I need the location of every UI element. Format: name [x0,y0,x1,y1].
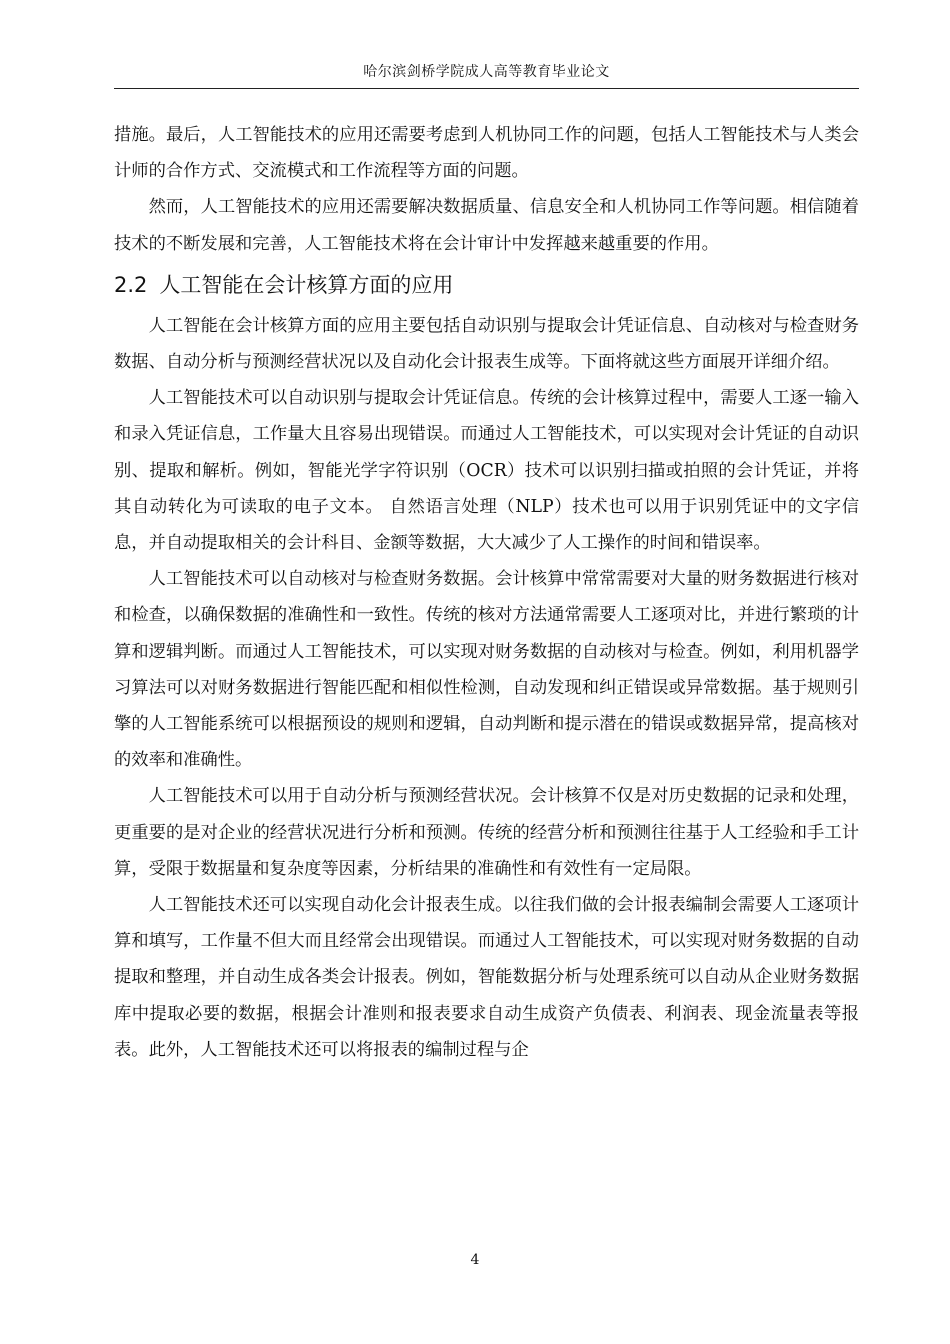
paragraph: 人工智能技术可以用于自动分析与预测经营状况。会计核算不仅是对历史数据的记录和处理，更重要的是对企业的经营状况进行分析和预测。传统的经营分析和预测往往基于人工经验和手工计算，受限于数据量和复杂度等因素，分析结果的准确性和有效性有一定局限。 [114,786,859,879]
header-rule [114,88,859,89]
paragraph-continuation: 措施。最后，人工智能技术的应用还需要考虑到人机协同工作的问题，包括人工智能技术与人类会计师的合作方式、交流模式和工作流程等方面的问题。 [114,125,859,182]
section-heading [114,267,859,303]
section-number: 2.2 [114,272,148,297]
running-header: 哈尔滨剑桥学院成人高等教育毕业论文 [363,64,610,80]
paragraph: 人工智能技术可以自动识别与提取会计凭证信息。传统的会计核算过程中，需要人工逐一输入和录入凭证信息，工作量大且容易出现错误。而通过人工智能技术，可以实现对会计凭证的自动识别、提取和解析。例如，智能光学字符识别（OCR）技术可以识别扫描或拍照的会计凭证，并将其自动转化为可读取的电子文本。 自然语言处理（NLP）技术也可以用于识别凭证中的文字信息，并自动提取相关的会计科目、金额等数据，大大减少了人工操作的时间和错误率。 [114,388,859,554]
paragraph: 人工智能技术可以自动核对与检查财务数据。会计核算中常常需要对大量的财务数据进行核对和检查，以确保数据的准确性和一致性。传统的核对方法通常需要人工逐项对比，并进行繁琐的计算和逻辑判断。而通过人工智能技术，可以实现对财务数据的自动核对与检查。例如，利用机器学习算法可以对财务数据进行智能匹配和相似性检测，自动发现和纠正错误或异常数据。基于规则引擎的人工智能系统可以根据预设的规则和逻辑，自动判断和提示潜在的错误或数据异常，提高核对的效率和准确性。 [114,569,859,771]
paragraph: 然而，人工智能技术的应用还需要解决数据质量、信息安全和人机协同工作等问题。相信随着技术的不断发展和完善，人工智能技术将在会计审计中发挥越来越重要的作用。 [114,197,859,254]
section-title: 人工智能在会计核算方面的应用 [159,272,454,297]
paragraph: 人工智能在会计核算方面的应用主要包括自动识别与提取会计凭证信息、自动核对与检查财务数据、自动分析与预测经营状况以及自动化会计报表生成等。下面将就这些方面展开详细介绍。 [114,315,859,373]
paragraph: 人工智能技术还可以实现自动化会计报表生成。以往我们做的会计报表编制会需要人工逐项计算和填写，工作量不但大而且经常会出现错误。而通过人工智能技术，可以实现对财务数据的自动提取和整理，并自动生成各类会计报表。例如，智能数据分析与处理系统可以自动从企业财务数据库中提取必要的数据，根据会计准则和报表要求自动生成资产负债表、利润表、现金流量表等报表。此外，人工智能技术还可以将报表的编制过程与企 [114,895,859,1060]
page-number: 4 [470,1252,480,1268]
body-text [114,117,859,1068]
